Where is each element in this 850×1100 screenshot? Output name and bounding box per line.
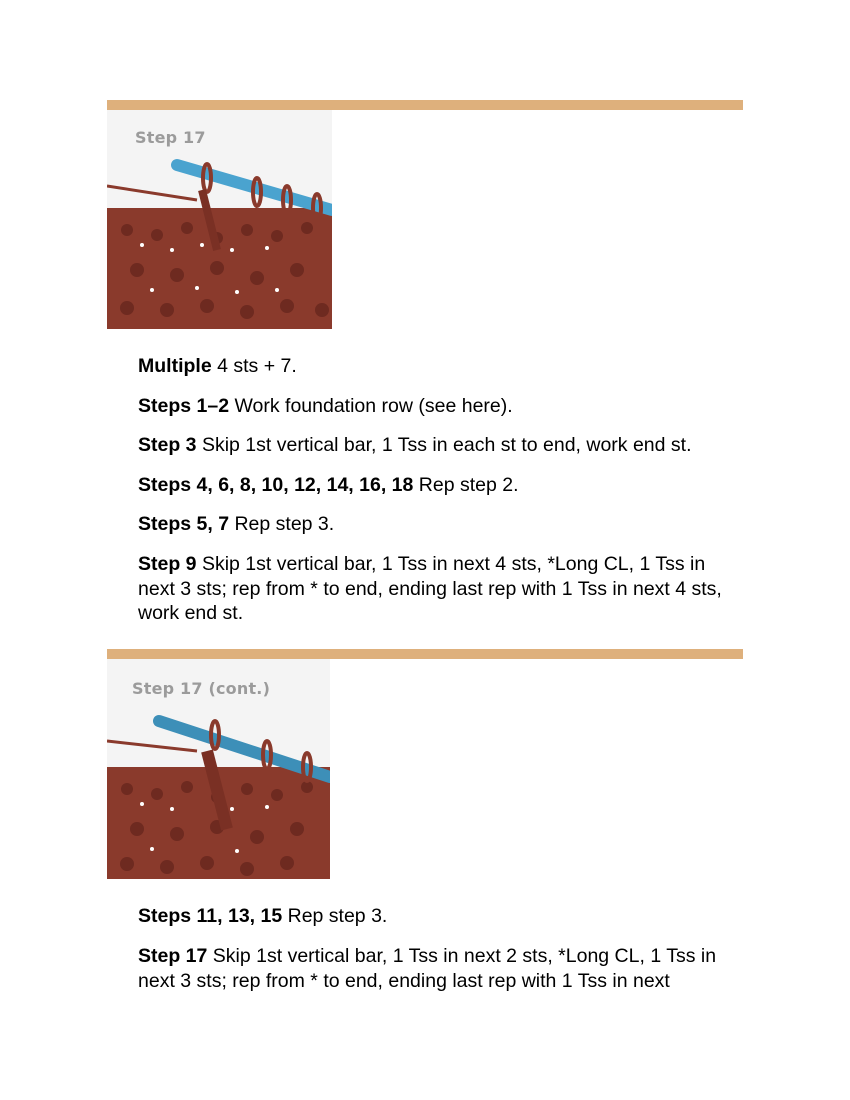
photo-label: Step 17 [135, 128, 206, 147]
paragraph-multiple: Multiple 4 sts + 7. [138, 355, 297, 377]
paragraph-steps-1-2: Steps 1–2 Work foundation row (see here). [138, 395, 513, 417]
section-divider-1 [107, 100, 743, 110]
paragraph-steps-even: Steps 4, 6, 8, 10, 12, 14, 16, 18 Rep step 2. [138, 474, 519, 496]
step-17-cont-photo [107, 659, 330, 879]
paragraph-step-3: Step 3 Skip 1st vertical bar, 1 Tss in each st to end, work end st. [138, 434, 692, 456]
paragraph-steps-11-13-15: Steps 11, 13, 15 Rep step 3. [138, 905, 388, 927]
paragraph-step-17: Step 17 Skip 1st vertical bar, 1 Tss in next 2 sts, *Long CL, 1 Tss in next 3 sts; rep from * to end, ending last rep with 1 Tss in next [138, 945, 717, 992]
paragraph-steps-5-7: Steps 5, 7 Rep step 3. [138, 513, 335, 535]
paragraph-step-9: Step 9 Skip 1st vertical bar, 1 Tss in next 4 sts, *Long CL, 1 Tss in next 3 sts; rep from * to end, ending last rep with 1 Tss in next 4 sts, work end st. [138, 553, 722, 624]
step-17-photo [107, 110, 332, 329]
section-divider-2 [107, 649, 743, 659]
photo-label: Step 17 (cont.) [132, 679, 271, 698]
